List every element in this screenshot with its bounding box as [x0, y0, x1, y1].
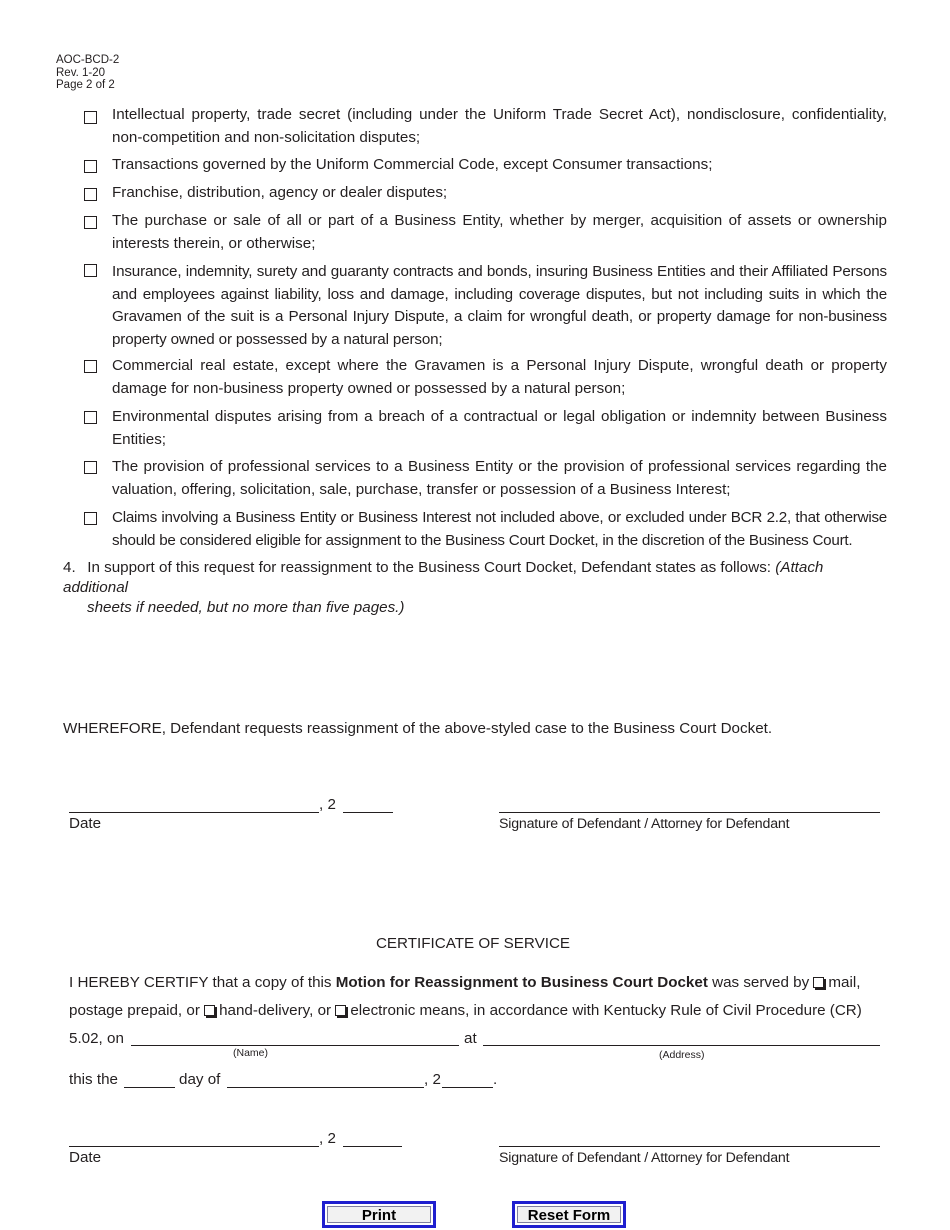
- year-prefix-2: , 2: [319, 1130, 336, 1147]
- case-type-label: Claims involving a Business Entity or Business Interest not included above, or excluded under BCR 2.2, that otherwise should be considered eligible for assignment to the Business Court Docket, in the discretion of the Business Court.: [112, 509, 887, 549]
- wherefore-clause: WHEREFORE, Defendant requests reassignment of the above-styled case to the Business Court Docket.: [63, 720, 773, 737]
- form-revision: Rev. 1-20: [56, 66, 106, 79]
- case-type-checkbox[interactable]: [84, 264, 97, 277]
- case-type-checkbox[interactable]: [84, 188, 97, 201]
- support-instructions-1: (Attach additional: [63, 559, 824, 596]
- date-field-2[interactable]: [69, 1146, 319, 1147]
- electronic-checkbox[interactable]: [335, 1005, 346, 1016]
- case-type-item: [84, 210, 887, 255]
- date-label-2: Date: [69, 1149, 102, 1166]
- hand-delivery-label: hand-delivery, or: [219, 1002, 336, 1019]
- address-caption: (Address): [659, 1049, 705, 1061]
- signature-field-2[interactable]: [499, 1146, 880, 1147]
- case-type-checkbox[interactable]: [84, 111, 97, 124]
- case-type-checkbox[interactable]: [84, 360, 97, 373]
- case-type-label: Transactions governed by the Uniform Commercial Code, except Consumer transactions;: [112, 156, 713, 173]
- date-label: Date: [69, 815, 102, 832]
- signature-field[interactable]: [499, 812, 880, 813]
- case-type-label: The purchase or sale of all or part of a Business Entity, whether by merger, acquisition of assets or ownership interests therein, or otherwise;: [112, 212, 887, 252]
- case-type-label: The provision of professional services to a Business Entity or the provision of professional services regarding the valuation, offering, solicitation, sale, purchase, transfer or possession of a Business Interest;: [112, 458, 887, 498]
- mail-checkbox[interactable]: [813, 977, 824, 988]
- certificate-title: CERTIFICATE OF SERVICE: [375, 935, 571, 952]
- cert-dayof-label: day of: [179, 1071, 221, 1088]
- signature-label: Signature of Defendant / Attorney for Defendant: [499, 816, 790, 832]
- mail-label: mail,: [828, 974, 861, 991]
- cert-year-prefix: , 2: [424, 1071, 441, 1088]
- support-text: In support of this request for reassignment to the Business Court Docket, Defendant states as follows:: [87, 559, 772, 576]
- case-type-item: [84, 355, 887, 400]
- case-type-item: [84, 456, 887, 501]
- case-type-item: [84, 104, 887, 149]
- print-button[interactable]: [322, 1201, 436, 1228]
- case-type-checkbox[interactable]: [84, 216, 97, 229]
- cert-period: .: [493, 1071, 498, 1088]
- case-type-item: [84, 261, 887, 351]
- support-instructions-2: sheets if needed, but no more than five pages.): [87, 599, 405, 616]
- reset-button-label: Reset Form: [517, 1206, 621, 1223]
- case-type-checkbox[interactable]: [84, 160, 97, 173]
- case-type-label: Intellectual property, trade secret (including under the Uniform Trade Secret Act), nondisclosure, confidentiality, non-competition and non-solicitation disputes;: [112, 106, 887, 146]
- case-type-item: [84, 406, 887, 451]
- name-caption: (Name): [233, 1047, 269, 1059]
- hand-delivery-checkbox[interactable]: [204, 1005, 215, 1016]
- motion-title: Motion for Reassignment to Business Court Docket: [335, 974, 708, 991]
- reset-form-button[interactable]: [512, 1201, 626, 1228]
- cert-text: postage prepaid, or: [69, 1002, 205, 1019]
- case-type-label: Insurance, indemnity, surety and guaranty contracts and bonds, insuring Business Entities and their Affiliated Persons and employees against liability, loss and damage, including coverage disputes, but not including suits in which the Gravamen of the suit is a Personal Injury Dispute, a claim for wrongful death, or property damage for non-business property owned or possessed by a natural person;: [112, 263, 887, 348]
- page-number: Page 2 of 2: [56, 79, 115, 91]
- cert-text: was served by: [707, 974, 814, 991]
- case-type-checkbox[interactable]: [84, 461, 97, 474]
- month-field[interactable]: [227, 1087, 424, 1088]
- form-id: AOC-BCD-2: [56, 54, 120, 66]
- certificate-line-1: [69, 974, 860, 991]
- cert-on-label: 5.02, on: [69, 1030, 124, 1047]
- address-field[interactable]: [483, 1045, 880, 1046]
- certificate-line-2: [69, 1002, 862, 1019]
- name-field[interactable]: [131, 1045, 459, 1046]
- year-field-2[interactable]: [343, 1146, 402, 1147]
- print-button-label: Print: [327, 1206, 431, 1223]
- case-type-checkbox[interactable]: [84, 512, 97, 525]
- cert-year-field[interactable]: [442, 1087, 493, 1088]
- electronic-label: electronic means, in accordance with Kentucky Rule of Civil Procedure (CR): [350, 1002, 862, 1019]
- case-type-label: Commercial real estate, except where the Gravamen is a Personal Injury Dispute, wrongful death or property damage for non-business property owned or possessed by a natural person;: [112, 357, 887, 397]
- year-prefix: , 2: [319, 796, 336, 813]
- case-type-item: [84, 154, 887, 177]
- cert-text: I HEREBY CERTIFY that a copy of this: [69, 974, 336, 991]
- day-field[interactable]: [124, 1087, 175, 1088]
- signature-label-2: Signature of Defendant / Attorney for Defendant: [499, 1150, 790, 1166]
- item-number: 4.: [63, 559, 76, 576]
- cert-this-label: this the: [69, 1071, 118, 1088]
- date-field[interactable]: [69, 812, 319, 813]
- case-type-item: [84, 507, 887, 552]
- year-field[interactable]: [343, 812, 393, 813]
- case-type-label: Environmental disputes arising from a breach of a contractual or legal obligation or indemnity between Business Entities;: [112, 408, 887, 448]
- cert-at-label: at: [464, 1030, 477, 1047]
- form-header: [56, 54, 119, 92]
- case-type-item: [84, 182, 887, 205]
- support-statement: [63, 558, 889, 618]
- case-type-checkbox[interactable]: [84, 411, 97, 424]
- case-type-label: Franchise, distribution, agency or dealer disputes;: [112, 184, 448, 201]
